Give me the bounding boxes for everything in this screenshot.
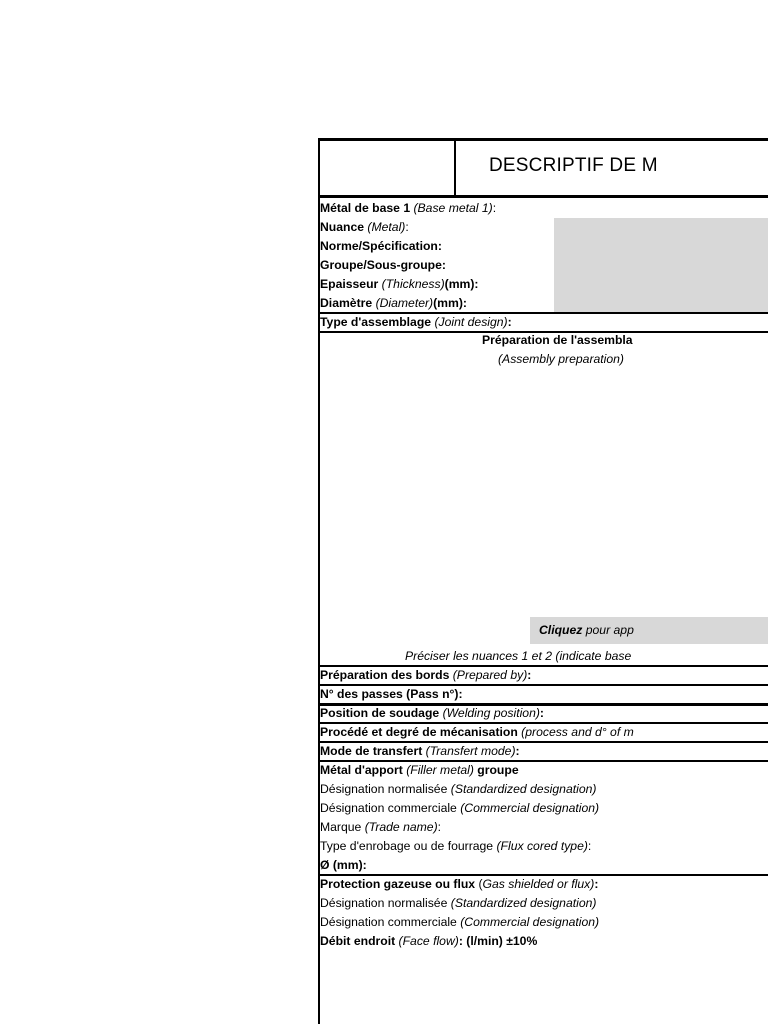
header-bottom-border xyxy=(318,195,768,198)
trade-name-label: Marque (Trade name): xyxy=(320,820,442,834)
logo-cell-divider xyxy=(454,138,456,197)
epaisseur-label: Epaisseur (Thickness)(mm): xyxy=(320,277,479,291)
diametre-label: Diamètre (Diameter)(mm): xyxy=(320,296,467,310)
gas-std-designation-label: Désignation normalisée (Standardized designation) xyxy=(320,896,597,910)
gas-protection-label: Protection gazeuse ou flux (Gas shielded or flux): xyxy=(320,877,599,891)
assembly-prep-subtitle: (Assembly preparation) xyxy=(498,352,624,366)
filler-com-designation-label: Désignation commerciale (Commercial designation) xyxy=(320,801,600,815)
form-sheet xyxy=(318,138,768,1024)
pass-number-label: N° des passes (Pass n°): xyxy=(320,687,463,701)
filler-std-designation-label: Désignation normalisée (Standardized designation) xyxy=(320,782,597,796)
welding-position-label: Position de soudage (Welding position): xyxy=(320,706,544,720)
form-title: DESCRIPTIF DE M xyxy=(489,155,658,176)
process-label: Procédé et degré de mécanisation (process and d° of m xyxy=(320,725,634,739)
base-metal-label: Métal de base 1 (Base metal 1): xyxy=(320,201,497,215)
diameter-mm-label: Ø (mm): xyxy=(320,858,367,872)
groupe-label: Groupe/Sous-groupe: xyxy=(320,258,446,272)
transfer-mode-label: Mode de transfert (Transfert mode): xyxy=(320,744,520,758)
indicate-base-metals-note: Préciser les nuances 1 et 2 (indicate base xyxy=(405,649,632,663)
joint-type-label: Type d'assemblage (Joint design): xyxy=(320,315,512,329)
gas-com-designation-label: Désignation commerciale (Commercial designation) xyxy=(320,915,600,929)
flux-cored-type-label: Type d'enrobage ou de fourrage (Flux cored type): xyxy=(320,839,592,853)
click-to-add-image-button[interactable]: Cliquez pour app xyxy=(530,617,768,644)
base-metal-value-cells xyxy=(554,218,768,312)
norme-label: Norme/Spécification: xyxy=(320,239,442,253)
filler-metal-label: Métal d'apport (Filler metal) groupe xyxy=(320,763,519,777)
assembly-prep-title: Préparation de l'assembla xyxy=(482,333,633,347)
face-flow-label: Débit endroit (Face flow): (l/min) ±10% xyxy=(320,934,538,948)
edge-prep-label: Préparation des bords (Prepared by): xyxy=(320,668,532,682)
logo-cell xyxy=(320,141,454,195)
nuance-label: Nuance (Metal): xyxy=(320,220,409,234)
